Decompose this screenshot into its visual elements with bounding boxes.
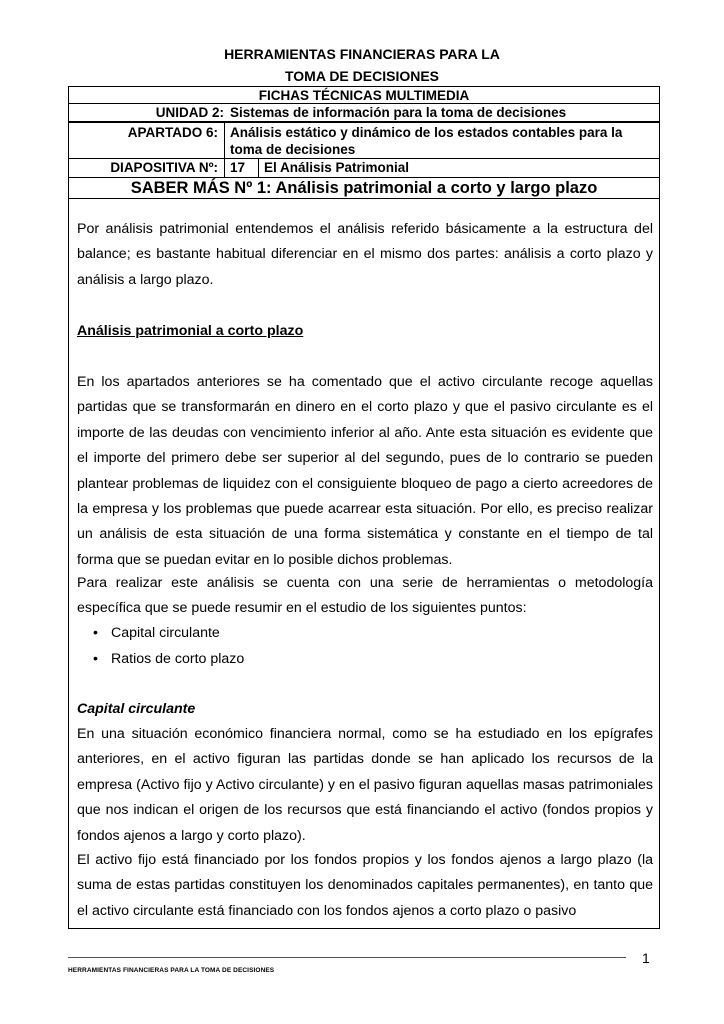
- paragraph-capital-1: En una situación económico financiera normal, como se ha estudiado en los epígrafes anteriores, en el activo figuran las partidas donde se han aplicado los recursos de la empresa (Activo fijo y Activo circulante) y en el pasivo figuran aquellas masas patrimoniales que nos indican el origen de los recursos que está financiando el activo (fondos propios y fondos ajenos a largo y corto plazo).: [77, 726, 653, 844]
- apartado-label: APARTADO 6:: [69, 123, 225, 158]
- content-box: [68, 198, 660, 929]
- unidad-value: Sistemas de información para la toma de decisiones: [230, 105, 567, 120]
- list-item-label: Capital circulante: [111, 625, 220, 641]
- paragraph-herramientas: Para realizar este análisis se cuenta con una serie de herramientas o metodología específica que se puede resumir en el estudio de los siguientes puntos:: [77, 575, 653, 617]
- diapositiva-value: El Análisis Patrimonial: [264, 160, 410, 175]
- header-diapositiva-row: [68, 158, 660, 178]
- header-fichas-row: FICHAS TÉCNICAS MULTIMEDIA: [68, 86, 660, 104]
- footer-divider: [68, 957, 626, 958]
- saber-mas-title: SABER MÁS Nº 1: Análisis patrimonial a corto y largo plazo: [68, 177, 660, 199]
- list-item: [93, 647, 244, 672]
- page-number: 1: [642, 950, 650, 966]
- list-item: [93, 621, 220, 646]
- bullet-icon: •: [93, 625, 98, 641]
- footer-text: HERRAMIENTAS FINANCIERAS PARA LA TOMA DE DECISIONES: [68, 967, 275, 974]
- list-item-label: Ratios de corto plazo: [111, 651, 245, 667]
- document-title-line2: TOMA DE DECISIONES: [284, 68, 440, 84]
- paragraph-corto-plazo: En los apartados anteriores se ha comentado que el activo circulante recoge aquellas partidas que se transformarán en dinero en el corto plazo y que el pasivo circulante es el importe de las deudas con vencimiento inferior al año. Ante esta situación es evidente que el importe del primero debe ser superior al del segundo, pues de lo contrario se pueden plantear problemas de liquidez con el consiguiente bloqueo de pago a cierto acreedores de la empresa y los problemas que puede acarrear esta situación. Por ello, es preciso realizar un análisis de esta situación de una forma sistemática y constante en el tiempo de tal forma que se puedan evitar en lo posible dichos problemas.: [77, 374, 653, 568]
- apartado-value: Análisis estático y dinámico de los estados contables para la toma de decisiones: [230, 125, 623, 157]
- header-unidad-row: [68, 103, 660, 122]
- diapositiva-number: 17: [225, 159, 259, 177]
- heading-capital-circulante: Capital circulante: [77, 701, 196, 717]
- heading-corto-plazo: Análisis patrimonial a corto plazo: [77, 323, 304, 339]
- document-title-line1: HERRAMIENTAS FINANCIERAS PARA LA: [224, 46, 500, 62]
- header-apartado-row: [68, 122, 660, 159]
- paragraph-capital-2: El activo fijo está financiado por los fondos propios y los fondos ajenos a largo plazo (la suma de estas partidas constituyen los denominados capitales permanentes), en tanto que el activo circulante está financiado con los fondos ajenos a corto plazo o pasivo: [77, 852, 653, 919]
- intro-paragraph: Por análisis patrimonial entendemos el análisis referido básicamente a la estructura del balance; es bastante habitual diferenciar en el mismo dos partes: análisis a corto plazo y análisis a largo plazo.: [77, 221, 653, 288]
- bullet-icon: •: [93, 651, 98, 667]
- unidad-label: UNIDAD 2:: [155, 105, 224, 120]
- diapositiva-label: DIAPOSITIVA Nº:: [69, 159, 225, 177]
